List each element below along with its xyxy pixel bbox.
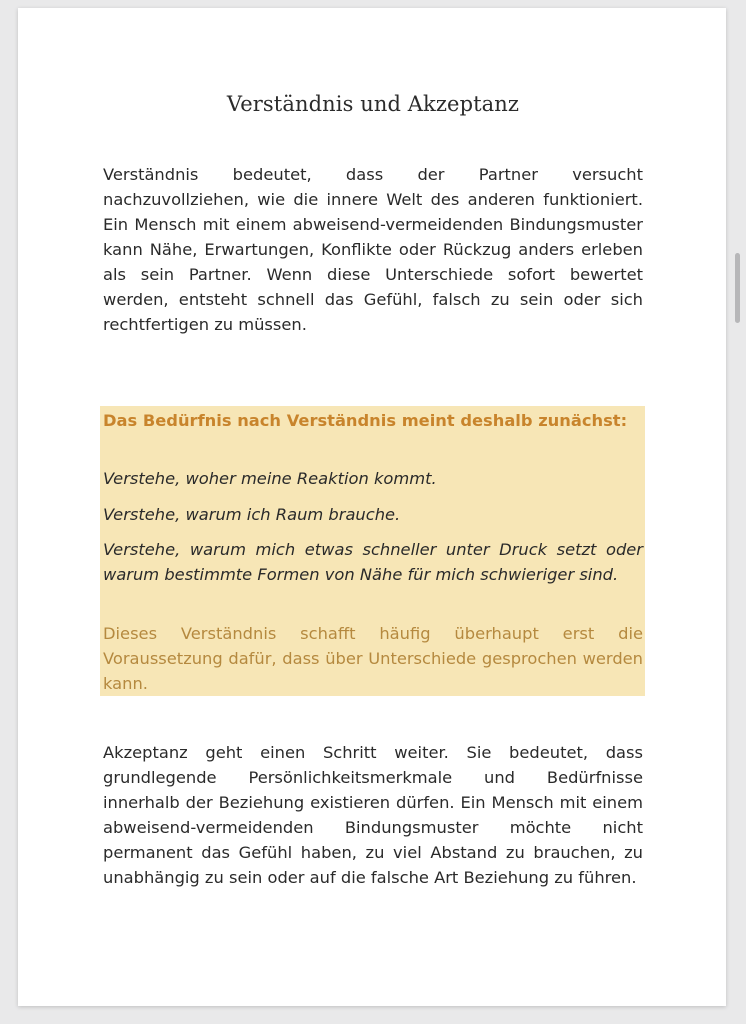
highlight-heading: Das Bedürfnis nach Verständnis meint deshalb zunächst:: [103, 411, 628, 430]
highlight-line-reaction: Verstehe, woher meine Reaktion kommt.: [103, 469, 437, 488]
scrollbar[interactable]: [735, 253, 740, 323]
section-title: Verständnis und Akzeptanz: [226, 92, 520, 116]
highlight-line-pressure: Verstehe, warum mich etwas schneller unter Druck setzt oder warum bestimmte Formen von Nähe für mich schwieriger sind.: [103, 540, 643, 584]
highlight-line-space: Verstehe, warum ich Raum brauche.: [103, 505, 401, 524]
highlight-conclusion: Dieses Verständnis schafft häufig überhaupt erst die Voraussetzung dafür, dass über Unterschiede gesprochen werden kann.: [103, 624, 643, 693]
paragraph-acceptance: Akzeptanz geht einen Schritt weiter. Sie bedeutet, dass grundlegende Persönlichkeitsmerkmale und Bedürfnisse innerhalb der Beziehung existieren dürfen. Ein Mensch mit einem abweisend-vermeidenden Bindungsmuster möchte nicht permanent das Gefühl haben, zu viel Abstand zu brauchen, zu unabhängig zu sein oder auf die falsche Art Beziehung zu führen.: [103, 743, 643, 887]
paragraph-understanding: Verständnis bedeutet, dass der Partner versucht nachzuvollziehen, wie die innere Welt des anderen funktioniert. Ein Mensch mit einem abweisend-vermeidenden Bindungsmuster kann Nähe, Erwartungen, Konflikte oder Rückzug anders erleben als sein Partner. Wenn diese Unterschiede sofort bewertet werden, entsteht schnell das Gefühl, falsch zu sein oder sich rechtfertigen zu müssen.: [103, 165, 643, 334]
